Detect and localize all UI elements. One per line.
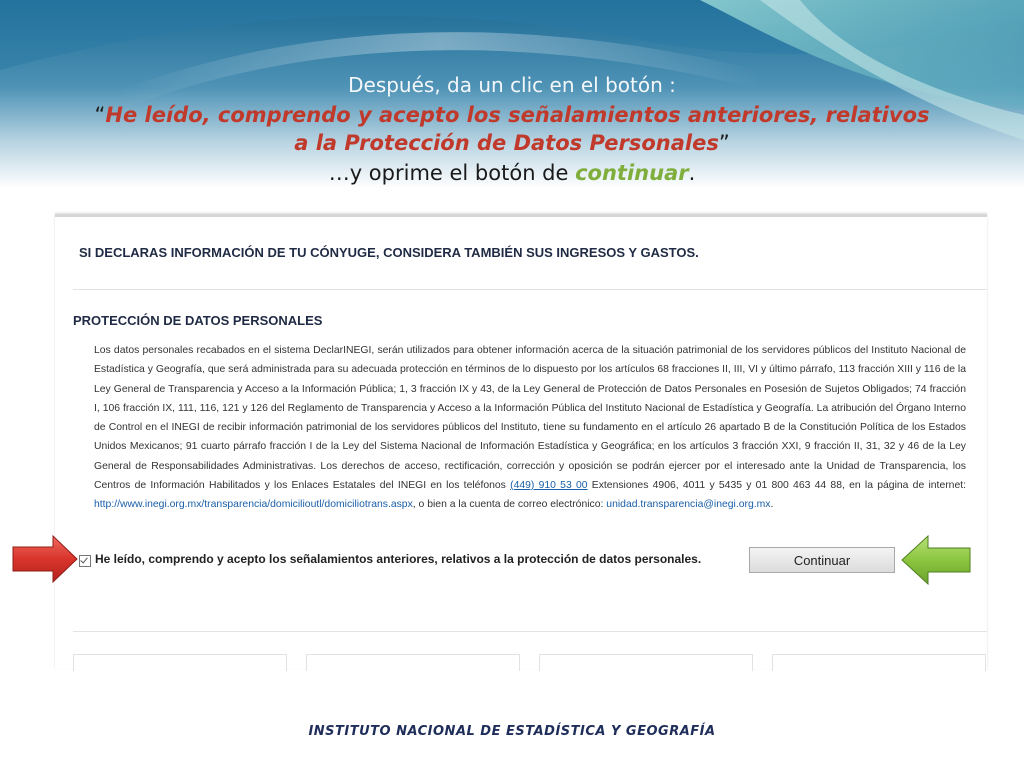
section-title: PROTECCIÓN DE DATOS PERSONALES xyxy=(73,313,323,328)
accept-checkbox[interactable] xyxy=(79,555,91,567)
privacy-notice-text xyxy=(94,341,966,515)
quoted-text-part-2: a la Protección de Datos Personales xyxy=(294,131,719,155)
open-quote: “ xyxy=(94,103,106,127)
instruction-line-3-prefix: …y oprime el botón de xyxy=(328,161,576,185)
quoted-button-label xyxy=(0,101,1024,157)
privacy-text-2: Extensiones 4906, 4011 y 5435 y 01 800 463 44 88, en la página de internet: xyxy=(587,480,967,492)
accept-row xyxy=(79,551,701,567)
red-arrow-right-icon xyxy=(11,534,79,588)
continue-button[interactable]: Continuar xyxy=(749,547,895,573)
spouse-notice: SI DECLARAS INFORMACIÓN DE TU CÓNYUGE, CONSIDERA TAMBIÉN SUS INGRESOS Y GASTOS. xyxy=(79,245,699,260)
quoted-text-part-1: He leído, comprendo y acepto los señalamientos anteriores, relativos xyxy=(105,103,930,127)
privacy-text-4: . xyxy=(770,499,774,511)
privacy-text-1: Los datos personales recabados en el sistema DeclarINEGI, serán utilizados para obtener información acerca de la situación patrimonial de los servidores públicos del Instituto Nacional de Estadística y Geografía, que será administrada para su adecuada protección en términos de lo dispuesto por los artículos 68 fracciones II, III, VI y último párrafo, 113 fracción XIII y 116 de la Ley General de Transparencia y Acceso a la Información Pública; 1, 3 fracción IX y 43, de la Ley General de Protección de Datos Personales en Posesión de Sujetos Obligados; 74 fracción I, 106 fracción IX, 111, 116, 121 y 126 del Reglamento de Transparencia y Acceso a la Información Pública del Instituto Nacional de Estadística y Geografía. La atribución del Órgano Interno de Control en el INEGI de recibir información patrimonial de los servidores públicos del Instituto, tiene su fundamento en el artículo 26 apartado B de la Constitución Política de los Estados Unidos Mexicanos; 91 cuarto párrafo fracción I de la Ley del Sistema Nacional de Información Estadística y Geográfica; en los artículos 3 fracción XXI, 9 fracción II, 31, 32 y 46 de la Ley General de Responsabilidades Administrativas. Los derechos de acceso, rectificación, corrección y oposición se podrán ejercer por el interesado ante la Unidad de Transparencia, los Centros de Información Habilitados y los Enlaces Estatales del INEGI en los teléfonos xyxy=(94,345,966,492)
institute-footer: INSTITUTO NACIONAL DE ESTADÍSTICA Y GEOGRAFÍA xyxy=(308,724,716,739)
close-quote: ” xyxy=(718,131,730,155)
summary-card xyxy=(73,654,287,671)
url-link[interactable]: http://www.inegi.org.mx/transparencia/domicilioutl/domiciliotrans.aspx xyxy=(94,499,413,511)
instruction-line-3-suffix: . xyxy=(688,161,696,185)
form-panel xyxy=(55,214,987,669)
divider xyxy=(73,289,987,290)
instruction-line-3 xyxy=(0,161,1024,185)
phone-link[interactable]: (449) 910 53 00 xyxy=(510,480,588,492)
instruction-line-1: Después, da un clic en el botón : xyxy=(348,73,676,97)
summary-card xyxy=(539,654,753,671)
divider xyxy=(73,631,987,632)
summary-card xyxy=(772,654,986,671)
accept-label[interactable]: He leído, comprendo y acepto los señalamientos anteriores, relativos a la protección de datos personales. xyxy=(95,552,702,566)
continue-word: continuar xyxy=(575,161,689,185)
green-arrow-left-icon xyxy=(900,534,972,590)
summary-card xyxy=(306,654,520,671)
privacy-text-3: , o bien a la cuenta de correo electrónico: xyxy=(412,499,607,511)
email-link[interactable]: unidad.transparencia@inegi.org.mx xyxy=(606,499,771,511)
